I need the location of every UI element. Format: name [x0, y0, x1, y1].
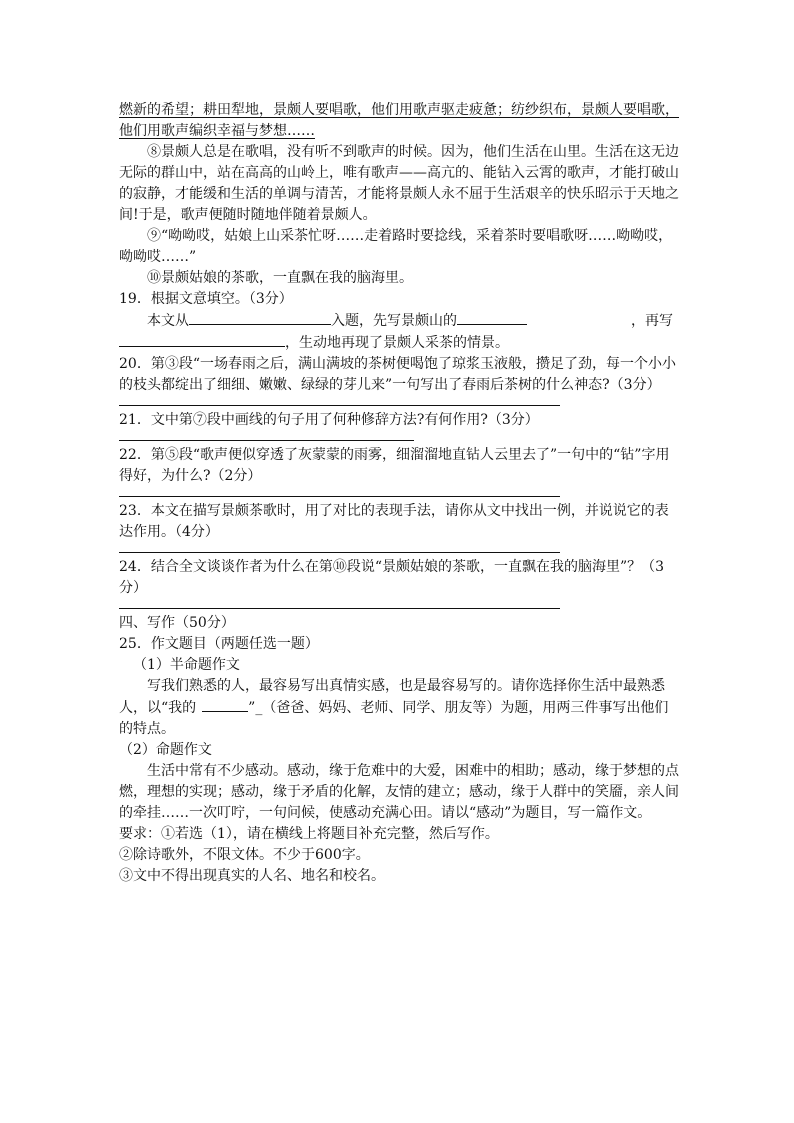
writing-section-title: 四、写作（50分）: [119, 615, 235, 631]
requirement-3: ③文中不得出现真实的人名、地名和校名。: [119, 868, 385, 884]
q19-text-1: 本文从: [147, 313, 189, 329]
question-21: 21．文中第⑦段中画线的句子用了何种修辞方法?有何作用?（3分）: [119, 412, 539, 428]
writing-question-25: 25．作文题目（两题任选一题）: [119, 636, 319, 652]
answer-line-21[interactable]: [119, 431, 414, 441]
q19-blank-1[interactable]: [189, 310, 331, 325]
answer-line-20[interactable]: [119, 396, 560, 406]
question-20: 20．第③段“一场春雨之后，满山满坡的茶树便喝饱了琼浆玉液般，攒足了劲，每一个小小的枝头都绽出了细细、嫩嫩、绿绿的芽儿来”一句写出了春雨后茶树的什么神态?（3分）: [119, 356, 676, 393]
passage-underlined-line-2: 他们用歌声编织幸福与梦想……: [119, 123, 315, 139]
q19-text-3: ，再写: [631, 313, 673, 329]
question-23: 23．本文在描写景颇茶歌时，用了对比的表现手法，请你从文中找出一例，并说说它的表达作用。（4分）: [119, 503, 669, 540]
question-19-body: [119, 310, 679, 332]
writing-option-2-title: （2）命题作文: [119, 742, 212, 758]
opt1-text-b: ”_（爸爸、妈妈、老师、同学、朋友等）为题，用两三件事写出他们的特点。: [119, 700, 669, 737]
q19-blank-3[interactable]: [119, 332, 285, 347]
passage-paragraph-10: ⑩景颇姑娘的茶歌，一直飘在我的脑海里。: [147, 270, 413, 286]
title-fill-blank[interactable]: [202, 697, 248, 712]
opt1-text-a: 写我们熟悉的人，最容易写出真情实感，也是最容易写的。请你选择你生活中最熟悉人，以“我的: [119, 678, 665, 716]
q19-blank-2[interactable]: [457, 310, 527, 325]
q19-text-4: ，生动地再现了景颇人采茶的情景。: [285, 335, 509, 351]
document-body: [119, 100, 679, 887]
answer-line-24[interactable]: [119, 599, 560, 609]
requirement-1: 要求：①若选（1），请在横线上将题目补充完整，然后写作。: [119, 826, 499, 842]
passage-paragraph-9: ⑨“呦呦哎，姑娘上山采茶忙呀……走着路时要捻线，采着茶时要唱歌呀……呦呦哎，呦呦哎……”: [119, 228, 673, 265]
writing-option-1-body: [119, 676, 679, 740]
requirement-2: ②除诗歌外，不限文体。不少于600字。: [119, 847, 370, 863]
q19-text-2: 入题，先写景颇山的: [331, 313, 457, 329]
passage-paragraph-8: ⑧景颇人总是在歌唱，没有听不到歌声的时候。因为，他们生活在山里。生活在这无边无际的群山中，站在高高的山岭上，唯有歌声——高亢的、能钻入云霄的歌声，才能打破山的寂静，才能缓和生活的单调与清苦，才能将景颇人永不屈于生活艰辛的快乐昭示于天地之间!于是，歌声便随时随地伴随着景颇人。: [119, 144, 679, 223]
question-19-body-cont: [119, 332, 679, 354]
writing-option-1-title: （1）半命题作文: [133, 657, 240, 673]
writing-option-2-body: 生活中常有不少感动。感动，缘于危难中的大爱，困难中的相助；感动，缘于梦想的点燃，理想的实现；感动，缘于矛盾的化解，友情的建立；感动，缘于人群中的笑靥，亲人间的牵挂……一次叮咛，一句问候，使感动充满心田。请以“感动”为题目，写一篇作文。: [119, 763, 679, 821]
passage-underlined-line-1: 燃新的希望；耕田犁地，景颇人要唱歌，他们用歌声驱走疲惫；纺纱织布，景颇人要唱歌，: [119, 102, 679, 118]
question-24: 24．结合全文谈谈作者为什么在第⑩段说“景颇姑娘的茶歌，一直飘在我的脑海里”？（3分）: [119, 559, 665, 596]
answer-line-23[interactable]: [119, 543, 560, 553]
question-19-title: 19．根据文意填空。（3分）: [119, 291, 293, 307]
question-22: 22．第⑤段“歌声便似穿透了灰蒙蒙的雨雾，细溜溜地直钻人云里去了”一句中的“钻”字用得好，为什么?（2分）: [119, 447, 670, 484]
answer-line-22[interactable]: [119, 487, 560, 497]
